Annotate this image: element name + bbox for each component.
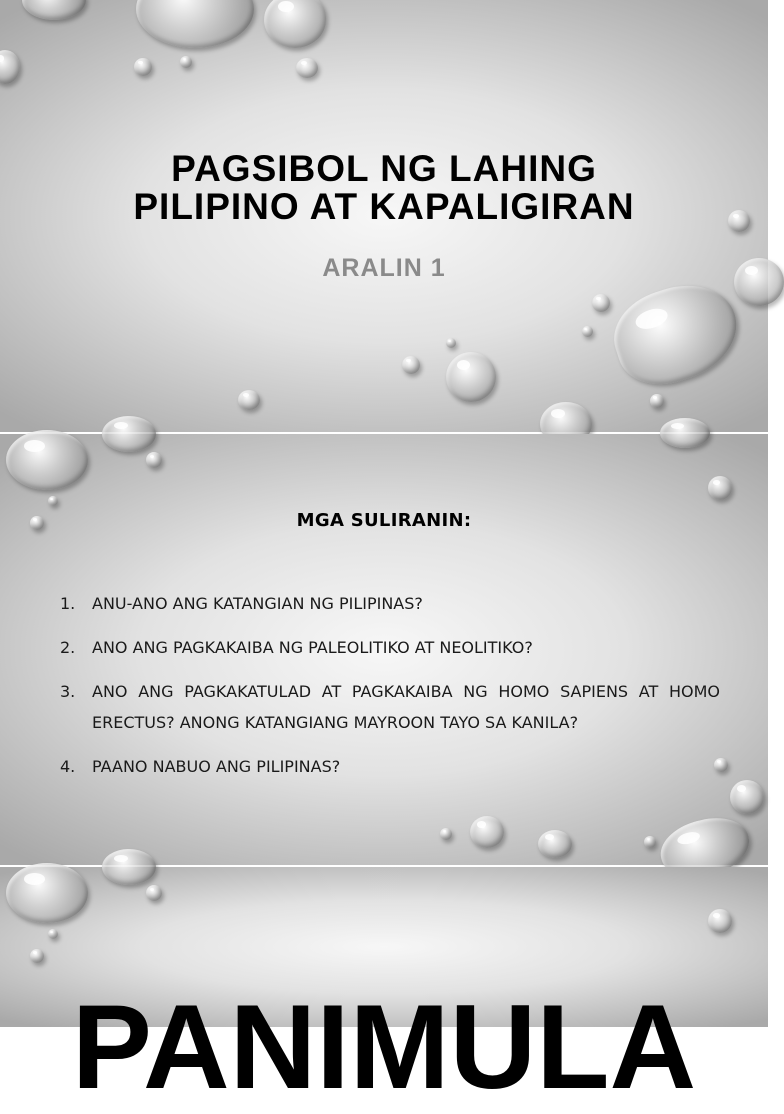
water-drop-icon: [440, 828, 452, 840]
water-drop-icon: [238, 390, 260, 410]
water-drop-icon: [180, 56, 192, 68]
list-item: [60, 751, 720, 782]
list-item-number: 4.: [60, 757, 76, 776]
water-drop-icon: [660, 418, 710, 448]
water-drop-icon: [48, 496, 58, 506]
list-item-text: ANU-ANO ANG KATANGIAN NG PILIPINAS?: [92, 594, 423, 613]
list-item-text: ANO ANG PAGKAKATULAD AT PAGKAKAIBA NG HOMO SAPIENS AT HOMO ERECTUS? ANONG KATANGIANG MAYROON TAYO SA KANILA?: [92, 682, 720, 732]
questions-list: [60, 588, 720, 795]
water-drop-icon: [30, 949, 44, 963]
water-drop-icon: [146, 885, 162, 901]
water-drop-icon: [708, 909, 732, 933]
water-drop-icon: [446, 352, 496, 402]
water-drop-icon: [708, 476, 732, 500]
list-item-number: 3.: [60, 682, 76, 701]
water-drop-icon: [146, 452, 162, 468]
water-drop-icon: [650, 394, 664, 408]
list-item-number: 2.: [60, 638, 76, 657]
water-drop-icon: [446, 338, 456, 348]
water-drop-icon: [264, 0, 326, 48]
questions-heading: MGA SULIRANIN:: [296, 510, 472, 531]
intro-title: PANIMULA: [71, 980, 697, 1114]
slide-intro[interactable]: [0, 867, 768, 1114]
slide-subtitle: ARALIN 1: [322, 254, 446, 282]
water-drop-icon: [6, 863, 88, 923]
list-item-number: 1.: [60, 594, 76, 613]
list-item-text: ANO ANG PAGKAKAIBA NG PALEOLITIKO AT NEOLITIKO?: [92, 638, 533, 657]
water-drop-icon: [102, 416, 156, 452]
water-drop-icon: [470, 816, 504, 848]
water-drop-icon: [0, 50, 20, 84]
list-item: [60, 676, 720, 738]
water-drop-icon: [603, 271, 749, 397]
water-drop-icon: [582, 326, 593, 337]
water-drop-icon: [48, 929, 58, 939]
water-drop-icon: [102, 849, 156, 885]
list-item: [60, 632, 720, 663]
water-drop-icon: [22, 0, 86, 20]
title-line-1: PAGSIBOL NG LAHING: [171, 148, 597, 189]
slide-title[interactable]: [0, 0, 768, 432]
water-drop-icon: [296, 58, 318, 78]
water-drop-icon: [136, 0, 254, 48]
slide-questions[interactable]: [0, 434, 768, 865]
list-item: [60, 588, 720, 619]
title-line-2: PILIPINO AT KAPALIGIRAN: [133, 186, 635, 227]
water-drop-icon: [592, 294, 610, 312]
list-item-text: PAANO NABUO ANG PILIPINAS?: [92, 757, 341, 776]
water-drop-icon: [538, 830, 572, 858]
water-drop-icon: [6, 430, 88, 490]
slide-title-text: [0, 150, 768, 226]
water-drop-icon: [134, 58, 152, 76]
water-drop-icon: [730, 780, 764, 814]
water-drop-icon: [644, 836, 656, 848]
water-drop-icon: [402, 356, 420, 374]
